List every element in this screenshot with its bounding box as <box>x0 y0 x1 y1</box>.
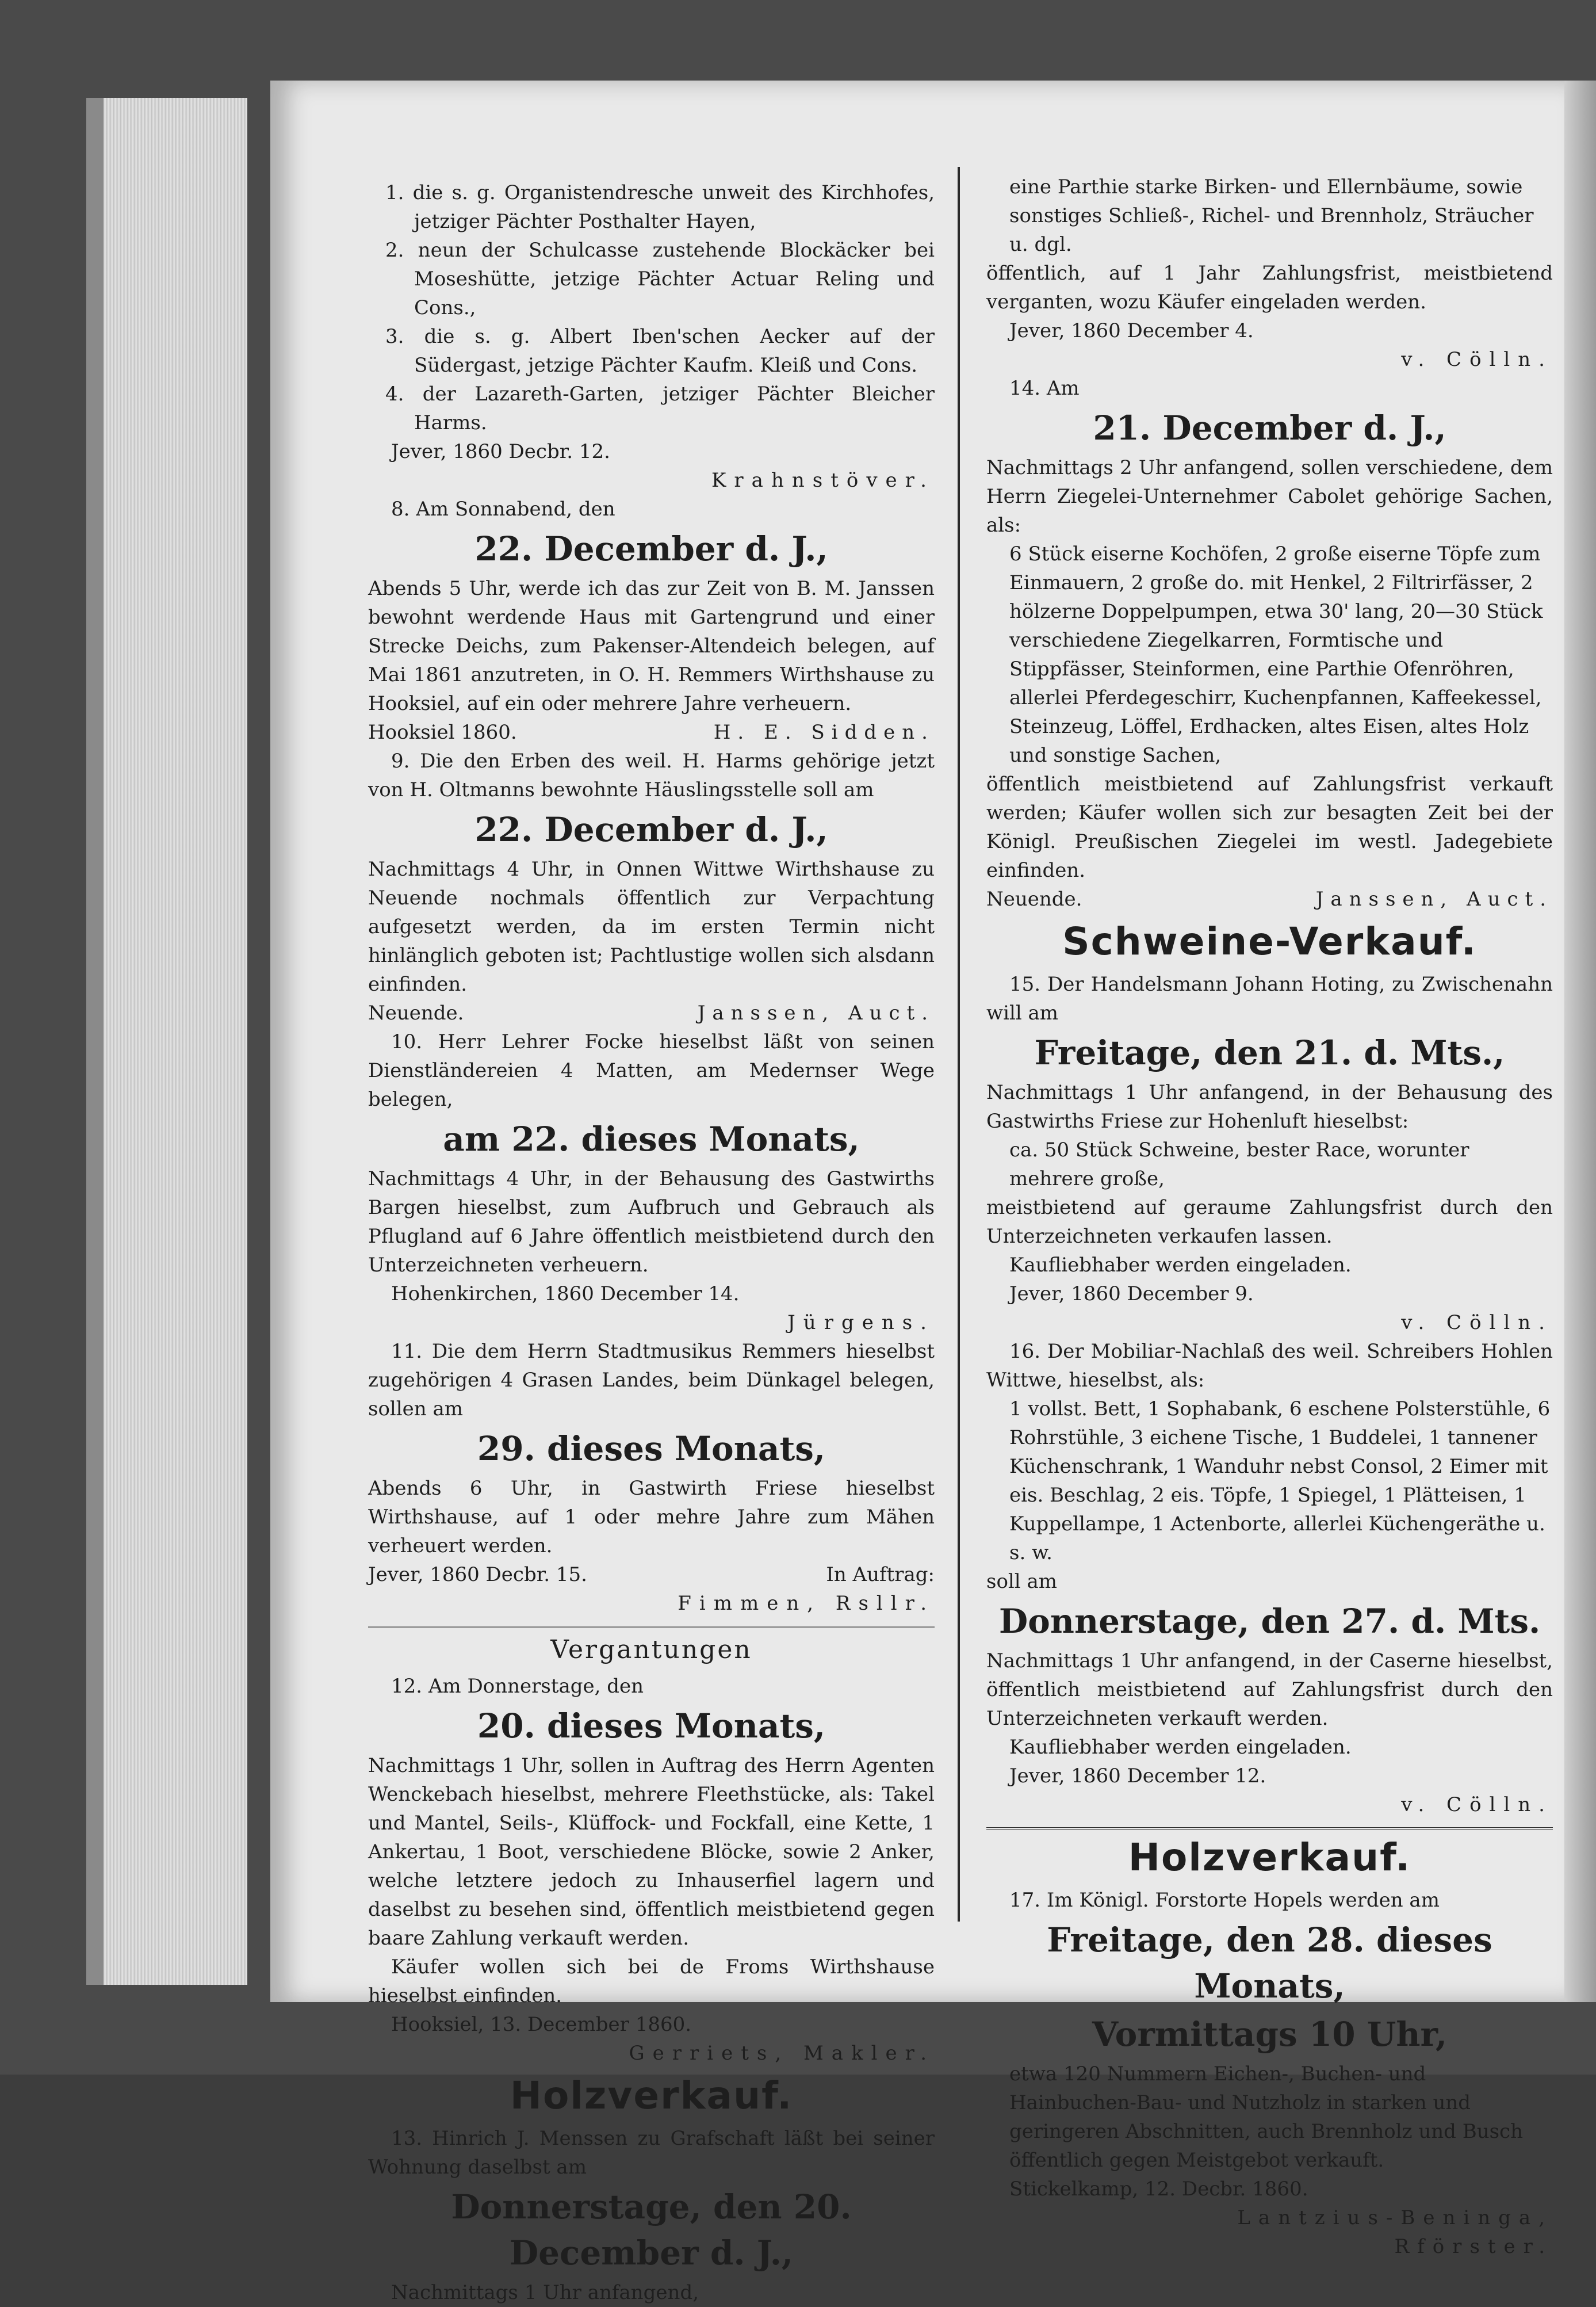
list-item: 2. neun der Schulcasse zustehende Blockäcker bei Moseshütte, jetzige Pächter Actuar Reling und Cons., <box>385 239 935 319</box>
section-rule <box>368 1626 935 1628</box>
notice-headline: Vormittags 10 Uhr, <box>1092 2015 1448 2054</box>
notice-body: Abends 6 Uhr, in Gastwirth Friese hieselbst Wirthshause, auf 1 oder mehre Jahre zum Mähen verheuert werden. <box>368 1477 935 1557</box>
notice-date: Jever, 1860 December 4. <box>1009 319 1254 342</box>
book-page-edges <box>86 98 247 1985</box>
notice-body: 10. Herr Lehrer Focke hieselbst läßt von seinen Dienstländereien 4 Matten, am Medernser Wege belegen, <box>368 1030 935 1111</box>
notice-footer <box>368 999 935 1028</box>
notice-headline: Donnerstage, den 27. d. Mts. <box>998 1602 1541 1641</box>
notice-body: soll am <box>986 1570 1057 1593</box>
notice-date: Hohenkirchen, 1860 December 14. <box>391 1282 740 1305</box>
notice-date: Jever, 1860 December 9. <box>1009 1282 1254 1305</box>
notice-intro: 14. Am <box>1009 377 1080 400</box>
notice-place: Neuende. <box>368 1002 464 1025</box>
notice-body: 17. Im Königl. Forstorte Hopels werden am <box>1009 1889 1440 1912</box>
notice-headline: Freitage, den 28. dieses Monats, <box>1047 1920 1492 2006</box>
notice-body: Nachmittags 4 Uhr, in Onnen Wittwe Wirthshause zu Neuende nochmals öffentlich zur Verpachtung aufgesetzt werden, da im ersten Termin nicht hinlänglich geboten ist; Pachtlustige wollen sich alsdann einfinden. <box>368 858 935 996</box>
notice-footer <box>368 718 935 747</box>
notice-body: öffentlich meistbietend auf Zahlungsfrist verkauft werden; Käufer wollen sich zur besagten Zeit bei der Königl. Preußischen Ziegelei im westl. Jadegebiete einfinden. <box>986 773 1553 882</box>
notice-signature: H. E. Sidden. <box>713 721 935 744</box>
section-title: Vergantungen <box>550 1635 752 1664</box>
notice-headline: Freitage, den 21. d. Mts., <box>1034 1033 1505 1072</box>
notice-date: Jever, 1860 December 12. <box>1009 1764 1266 1787</box>
notice-list: ca. 50 Stück Schweine, bester Race, worunter mehrere große, <box>1009 1139 1469 1190</box>
notice-headline: 21. December d. J., <box>1093 408 1446 448</box>
notice-date: Hooksiel, 13. December 1860. <box>391 2013 692 2036</box>
notice-body: Nachmittags 1 Uhr anfangend, <box>391 2281 699 2304</box>
notice-headline: am 22. dieses Monats, <box>443 1120 860 1159</box>
notice-place: Hooksiel 1860. <box>368 721 517 744</box>
notice-headline: 22. December d. J., <box>474 810 828 849</box>
notice-signature: v. Cölln. <box>1401 348 1553 371</box>
notice-body: 16. Der Mobiliar-Nachlaß des weil. Schreibers Hohlen Wittwe, hieselbst, als: <box>986 1340 1553 1392</box>
notice-body: Nachmittags 1 Uhr anfangend, in der Caserne hieselbst, öffentlich meistbietend auf Zahlungsfrist durch den Unterzeichneten verkauft werden. <box>986 1649 1553 1730</box>
notice-signature-title: Rförster. <box>1394 2235 1553 2258</box>
notice-place: Neuende. <box>986 888 1082 911</box>
notice-date: Stickelkamp, 12. Decbr. 1860. <box>1009 2178 1308 2201</box>
notice-auftrag: In Auftrag: <box>826 1563 935 1586</box>
notice-list: eine Parthie starke Birken- und Ellernbäume, sowie sonstiges Schließ-, Richel- und Brennholz, Sträucher u. dgl. <box>1009 175 1534 256</box>
notice-body: Käufer wollen sich bei de Froms Wirthshause hieselbst einfinden. <box>368 1955 935 2007</box>
list-item: 4. der Lazareth-Garten, jetziger Pächter Bleicher Harms. <box>385 383 935 434</box>
notice-headline: 29. dieses Monats, <box>477 1429 826 1468</box>
left-column <box>368 178 935 2307</box>
notice-footer <box>986 885 1553 914</box>
notice-body: Abends 5 Uhr, werde ich das zur Zeit von B. M. Janssen bewohnt werdende Haus mit Gartengrund und einer Strecke Deichs, zum Pakenser-Altendeich belegen, auf Mai 1861 anzutreten, in O. H. Remmers Wirthshause zu Hooksiel, auf ein oder mehrere Jahre verheuern. <box>368 577 935 715</box>
notice-body: 15. Der Handelsmann Johann Hoting, zu Zwischenahn will am <box>986 973 1553 1025</box>
notice-list: 1 vollst. Bett, 1 Sophabank, 6 eschene Polsterstühle, 6 Rohrstühle, 3 eichene Tische, 1 Buddelei, 1 tannener Küchenschrank, 1 Wanduhr nebst Consol, 2 Eimer mit eis. Beschlag, 2 eis. Töpfe, 1 Spiegel, 1 Plätteisen, 1 Kuppellampe, 1 Actenborte, allerlei Küchengeräthe u. s. w. <box>1009 1397 1551 1564</box>
notice-intro: 8. Am Sonnabend, den <box>391 498 615 521</box>
notice-signature: v. Cölln. <box>1401 1793 1553 1816</box>
ad-title: Holzverkauf. <box>510 2073 793 2118</box>
notice-list: etwa 120 Nummern Eichen-, Buchen- und Hainbuchen-Bau- und Nutzholz in starken und geringeren Abschnitten, auch Brennholz und Busch öffentlich gegen Meistgebot verkauft. <box>1009 2062 1523 2172</box>
notice-signature: Janssen, Auct. <box>697 1002 935 1025</box>
notice-signature: Janssen, Auct. <box>1315 888 1553 911</box>
notice-body: meistbietend auf geraume Zahlungsfrist durch den Unterzeichneten verkaufen lassen. <box>986 1196 1553 1248</box>
ad-title: Holzverkauf. <box>1128 1835 1411 1880</box>
notice-body: 9. Die den Erben des weil. H. Harms gehörige jetzt von H. Oltmanns bewohnte Häuslingsstelle soll am <box>368 750 935 801</box>
column-divider <box>958 167 960 1922</box>
notice-signature: Krahnstöver. <box>711 469 935 492</box>
notice-headline: 22. December d. J., <box>474 529 828 568</box>
notice-date: Jever, 1860 Decbr. 15. <box>368 1563 587 1586</box>
section-rule <box>986 1827 1553 1829</box>
notice-headline: Donnerstage, den 20. December d. J., <box>451 2187 852 2272</box>
notice-body: 13. Hinrich J. Menssen zu Grafschaft läßt bei seiner Wohnung daselbst am <box>368 2127 935 2179</box>
notice-footer <box>368 1560 935 1589</box>
ad-title: Schweine-Verkauf. <box>1062 919 1477 964</box>
notice-list: 6 Stück eiserne Kochöfen, 2 große eiserne Töpfe zum Einmauern, 2 große do. mit Henkel, 2 Filtrirfässer, 2 hölzerne Doppelpumpen, etwa 30' lang, 20—30 Stück verschiedene Ziegelkarren, Formtische und Stippfässer, Steinformen, eine Parthie Ofenröhren, allerlei Pferdegeschirr, Kuchenpfannen, Kaffeekessel, Steinzeug, Löffel, Erdhacken, altes Eisen, altes Holz und sonstige Sachen, <box>1009 543 1543 767</box>
notice-body: Kaufliebhaber werden eingeladen. <box>1009 1254 1352 1277</box>
right-column <box>986 173 1553 2261</box>
notice-body: Nachmittags 1 Uhr, sollen in Auftrag des Herrn Agenten Wenckebach hieselbst, mehrere Fleethstücke, als: Takel und Mantel, Seils-, Klüffock- und Fockfall, eine Kette, 1 Ankertau, 1 Boot, verschiedene Blöcke, sowie 2 Anker, welche letztere jedoch zu Inhauserfiel lagern und daselbst zu besehen sind, öffentlich meistbietend gegen baare Zahlung verkauft werden. <box>368 1754 935 1950</box>
notice-body: Nachmittags 1 Uhr anfangend, in der Behausung des Gastwirths Friese zur Hohenluft hieselbst: <box>986 1081 1553 1133</box>
notice-body: 11. Die dem Herrn Stadtmusikus Remmers hieselbst zugehörigen 4 Grasen Landes, beim Dünkagel belegen, sollen am <box>368 1340 935 1420</box>
notice-signature: Fimmen, Rsllr. <box>678 1592 935 1615</box>
notice-body: Kaufliebhaber werden eingeladen. <box>1009 1736 1352 1759</box>
notice-headline: 20. dieses Monats, <box>477 1706 826 1745</box>
notice-intro: 12. Am Donnerstage, den <box>391 1675 644 1698</box>
notice-signature: Lantzius-Beninga, <box>1237 2206 1553 2229</box>
list-item: 1. die s. g. Organistendresche unweit des Kirchhofes, jetziger Pächter Posthalter Hayen, <box>385 181 935 233</box>
notice-signature: v. Cölln. <box>1401 1311 1553 1334</box>
notice-date: Jever, 1860 Decbr. 12. <box>391 440 610 463</box>
notice-signature: Jürgens. <box>787 1311 935 1334</box>
notice-body: öffentlich, auf 1 Jahr Zahlungsfrist, meistbietend verganten, wozu Käufer eingeladen werden. <box>986 262 1553 314</box>
notice-signature: Gerriets, Makler. <box>629 2042 935 2065</box>
notice-body: Nachmittags 2 Uhr anfangend, sollen verschiedene, dem Herrn Ziegelei-Unternehmer Cabolet gehörige Sachen, als: <box>986 456 1553 537</box>
page-right-edge <box>1564 81 1596 2002</box>
notice-body: Nachmittags 4 Uhr, in der Behausung des Gastwirths Bargen hieselbst, zum Aufbruch und Gebrauch als Pflugland auf 6 Jahre öffentlich meistbietend durch den Unterzeichneten verheuern. <box>368 1167 935 1277</box>
list-item: 3. die s. g. Albert Iben'schen Aecker auf der Südergast, jetzige Pächter Kaufm. Kleiß und Cons. <box>385 325 935 377</box>
